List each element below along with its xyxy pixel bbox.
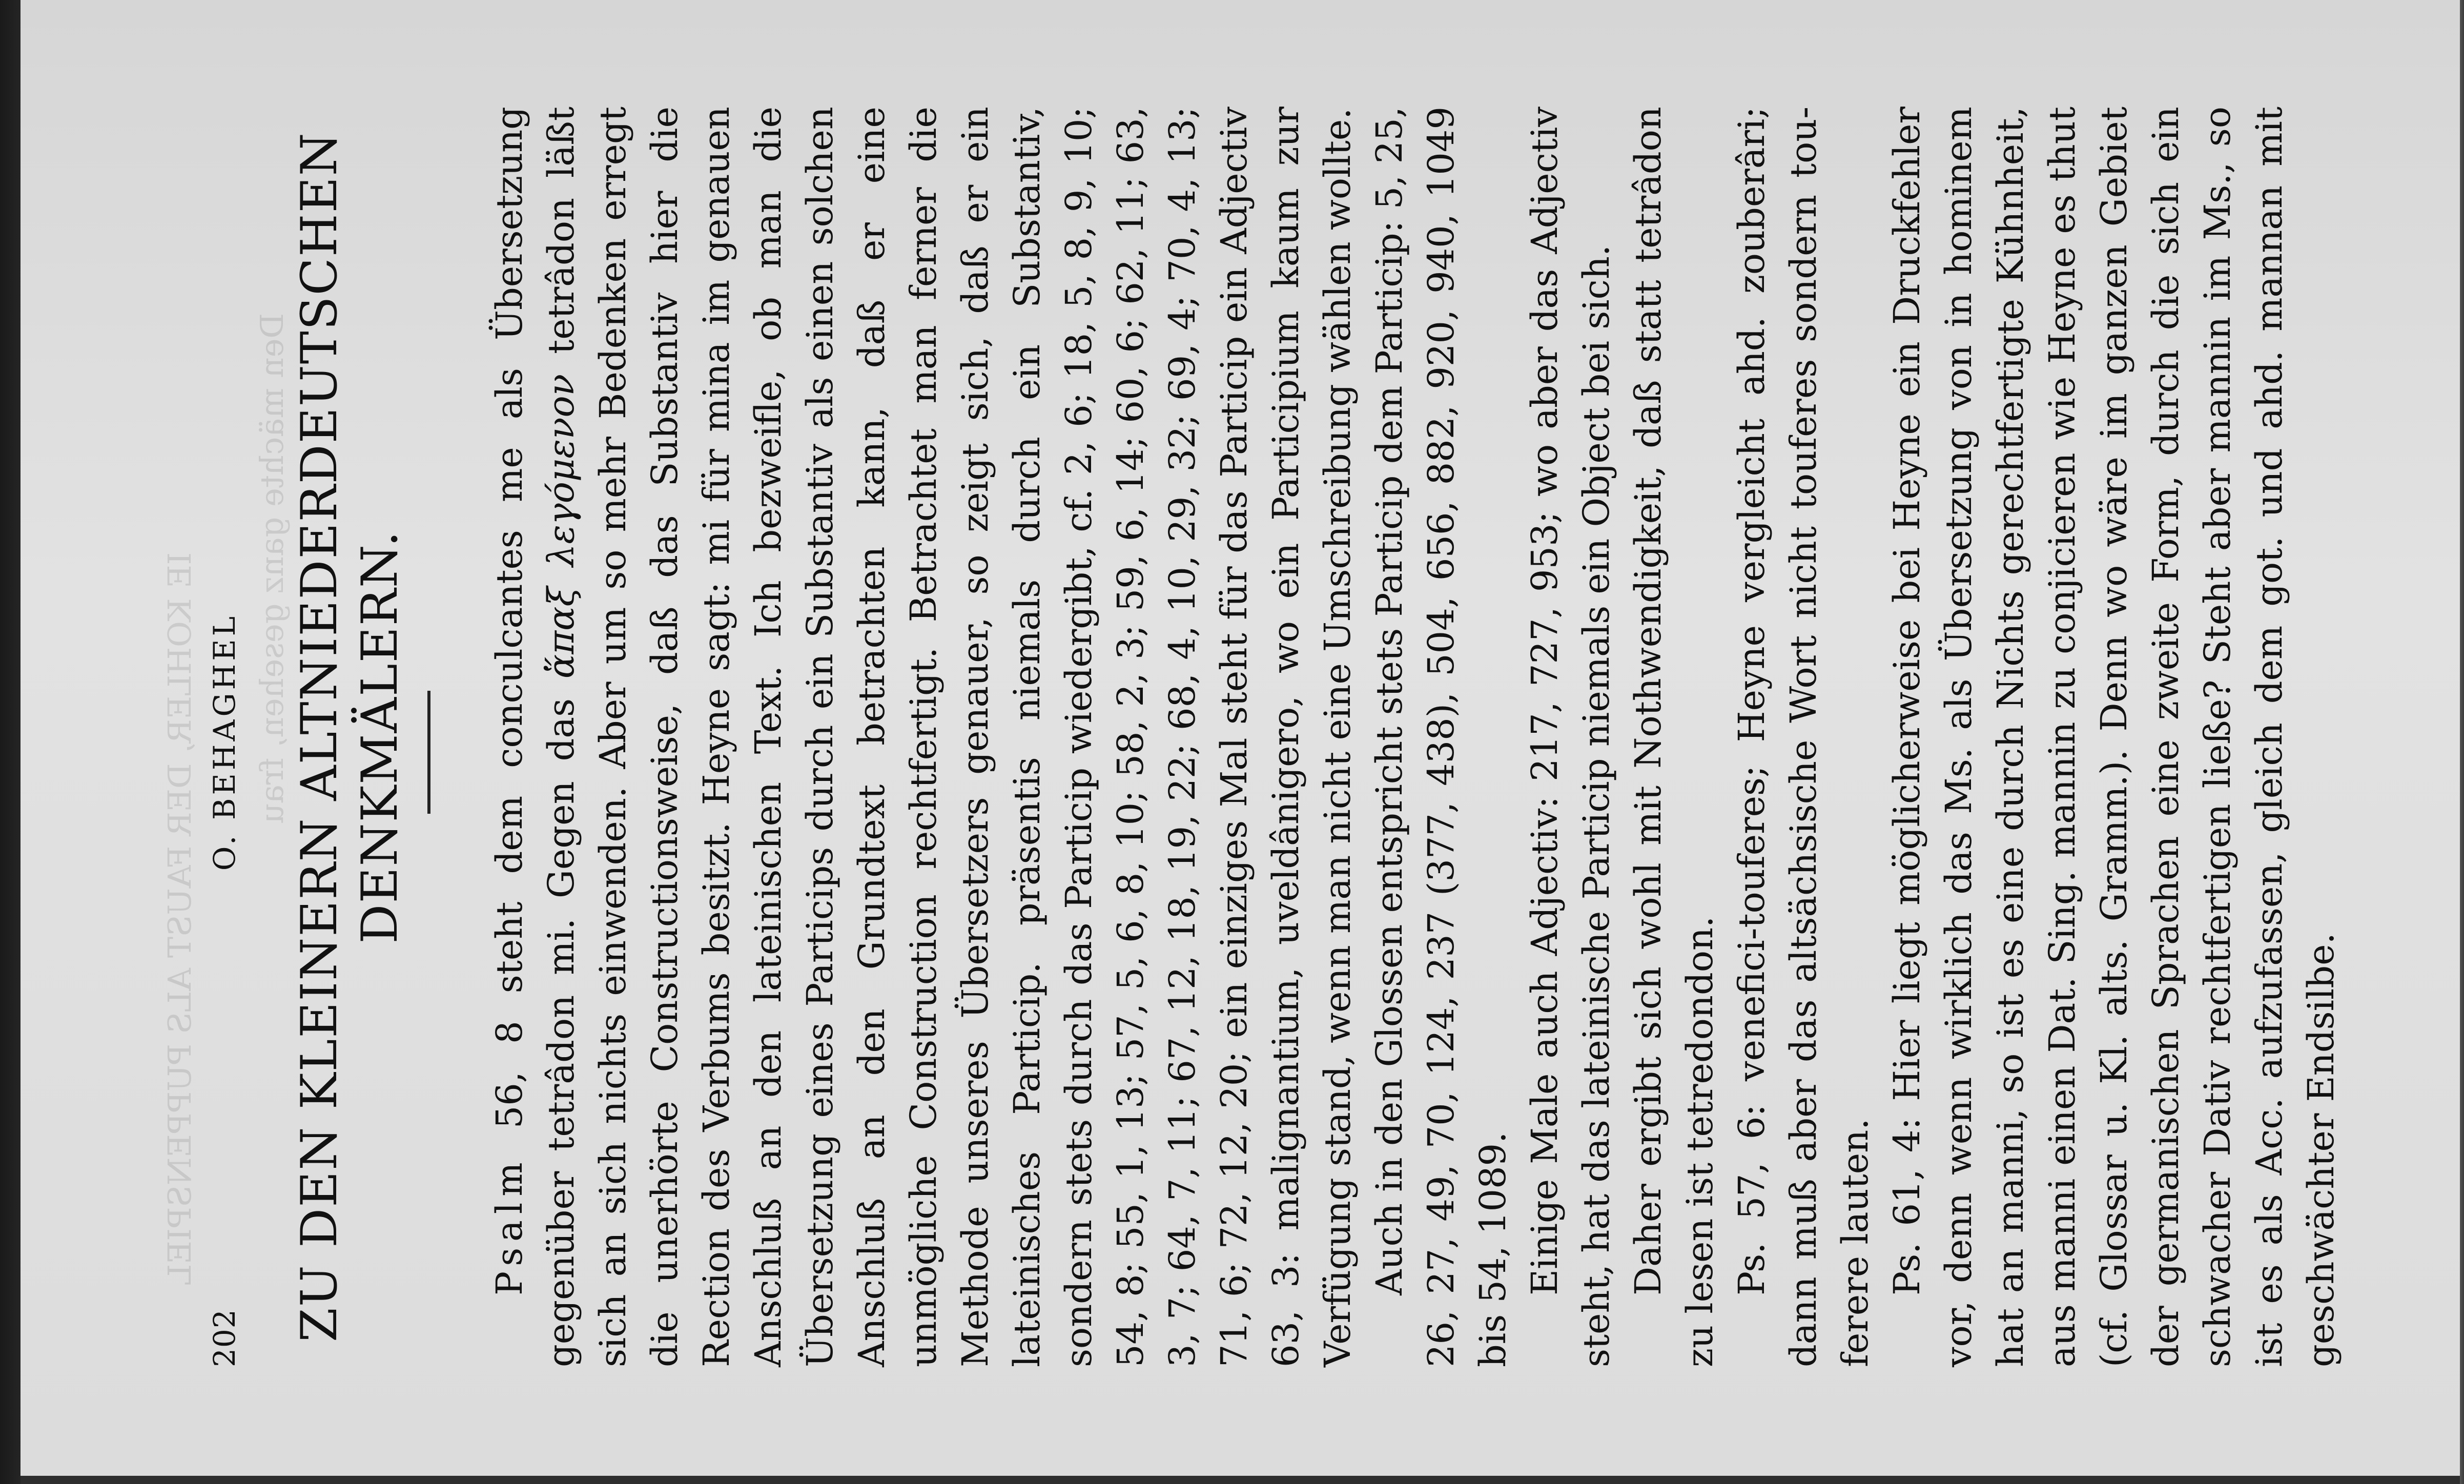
paragraph-adjectiv: Einige Male auch Adjectiv: 217, 727, 953; wo aber das Adjectiv steht, hat das lateinische Particip niemals ein Object bei sich. (1524, 107, 1617, 1367)
paragraph-text: tetrâdon läßt sich an sich nichts einwenden. Aber um so mehr Bedenken erregt die unerhörte Constructionsweise, daß das Substantiv hier die Rection des Verbums besitzt. Heyne sagt: mi für mina im genauen Anschluß an den lateinischen Text. Ich bezweifle, ob man die Übersetzung eines Particips durch ein Substantiv als einen solchen Anschluß an den Grundtext betrachten kann, daß er eine unmögliche Construction rechtfertigt. Betrachtet man ferner die Methode unseres Übersetzers genauer, so zeigt sich, daß er ein lateinisches Particip. präsentis niemals durch ein Substantiv, sondern stets durch das Particip wiedergibt, cf. 2, 6; 18, 5, 8, 9, 10; 54, 8; 55, 1, 13; 57, 5, 6, 8, 10; 58, 2, 3; 59, 6, 14; 60, 6; 62, 11; 63, 3, 7; 64, 7, 11; 67, 12, 18, 19, 22; 68, 4, 10, 29, 32; 69, 4; 70, 4, 13; 71, 6; 72, 12, 20; ein einziges Mal steht für das Particip ein Adjectiv 63, 3: malignantium, uveldânigero, wo ein Participium kaum zur Verfügung stand, wenn man nicht eine Umschreibung wählen wollte. (540, 107, 1359, 1367)
paragraph-text: 56, 8 steht dem conculcantes me als Übersetzung gegenüber tetrâdon mi. Gegen das (488, 107, 582, 1367)
greek-term: ἅπαξ λεγόμενον (540, 374, 582, 679)
paragraph-lead: Psalm (488, 1156, 530, 1295)
title-divider (427, 691, 430, 814)
bleed-through-line: IE KOHLER, DER FAUST ALS PUPPENSPIEL (161, 552, 198, 1285)
paragraph-psalm-57: Ps. 57, 6: venefici-touferes; Heyne vergleicht ahd. zouberâri; dann muß aber das altsächsische Wort nicht touferes sondern touferere lauten. (1731, 107, 1876, 1367)
page-number: 202 (207, 1309, 242, 1367)
paragraph-conclusion: Daher ergibt sich wohl mit Nothwendigkeit, daß statt tetrâdon zu lesen ist tetredondon. (1627, 107, 1721, 1367)
paragraph-psalm-56 (484, 107, 1364, 1367)
article-body (484, 107, 2347, 1367)
bleed-through-line: Den mächte ganz gesehen, frau (253, 313, 291, 824)
running-head (207, 117, 243, 1367)
paragraph-glossen: Auch in den Glossen entspricht stets Particip dem Particip: 5, 25, 26, 27, 49, 70, 124, 237 (377, 438), 504, 656, 882, 920, 940, 1049 bis 54, 1089. (1368, 107, 1514, 1367)
book-page (130, 45, 2342, 1439)
title-line-2: DENKMÄLERN. (351, 530, 408, 944)
article-title (289, 107, 410, 1367)
title-line-1: ZU DEN KLEINERN ALTNIEDERDEUTSCHEN (291, 132, 348, 1342)
running-author: O. BEHAGHEL (207, 613, 242, 871)
paragraph-psalm-61: Ps. 61, 4: Hier liegt möglicherweise bei Heyne ein Druckfehler vor, denn wenn wirklich das Ms. als Übersetzung von in hominem hat an manni, so ist es eine durch Nichts gerechtfertigte Kühnheit, aus manni einen Dat. Sing. mannin zu conjicieren wie Heyne es thut (cf. Glossar u. Kl. alts. Gramm.). Denn wo wäre im ganzen Gebiet der germanischen Sprachen eine zweite Form, durch die sich ein schwacher Dativ rechtfertigen ließe? Steht aber mannin im Ms., so ist es als Acc. aufzufassen, gleich dem got. und ahd. mannan mit geschwächter Endsilbe. (1886, 107, 2342, 1367)
